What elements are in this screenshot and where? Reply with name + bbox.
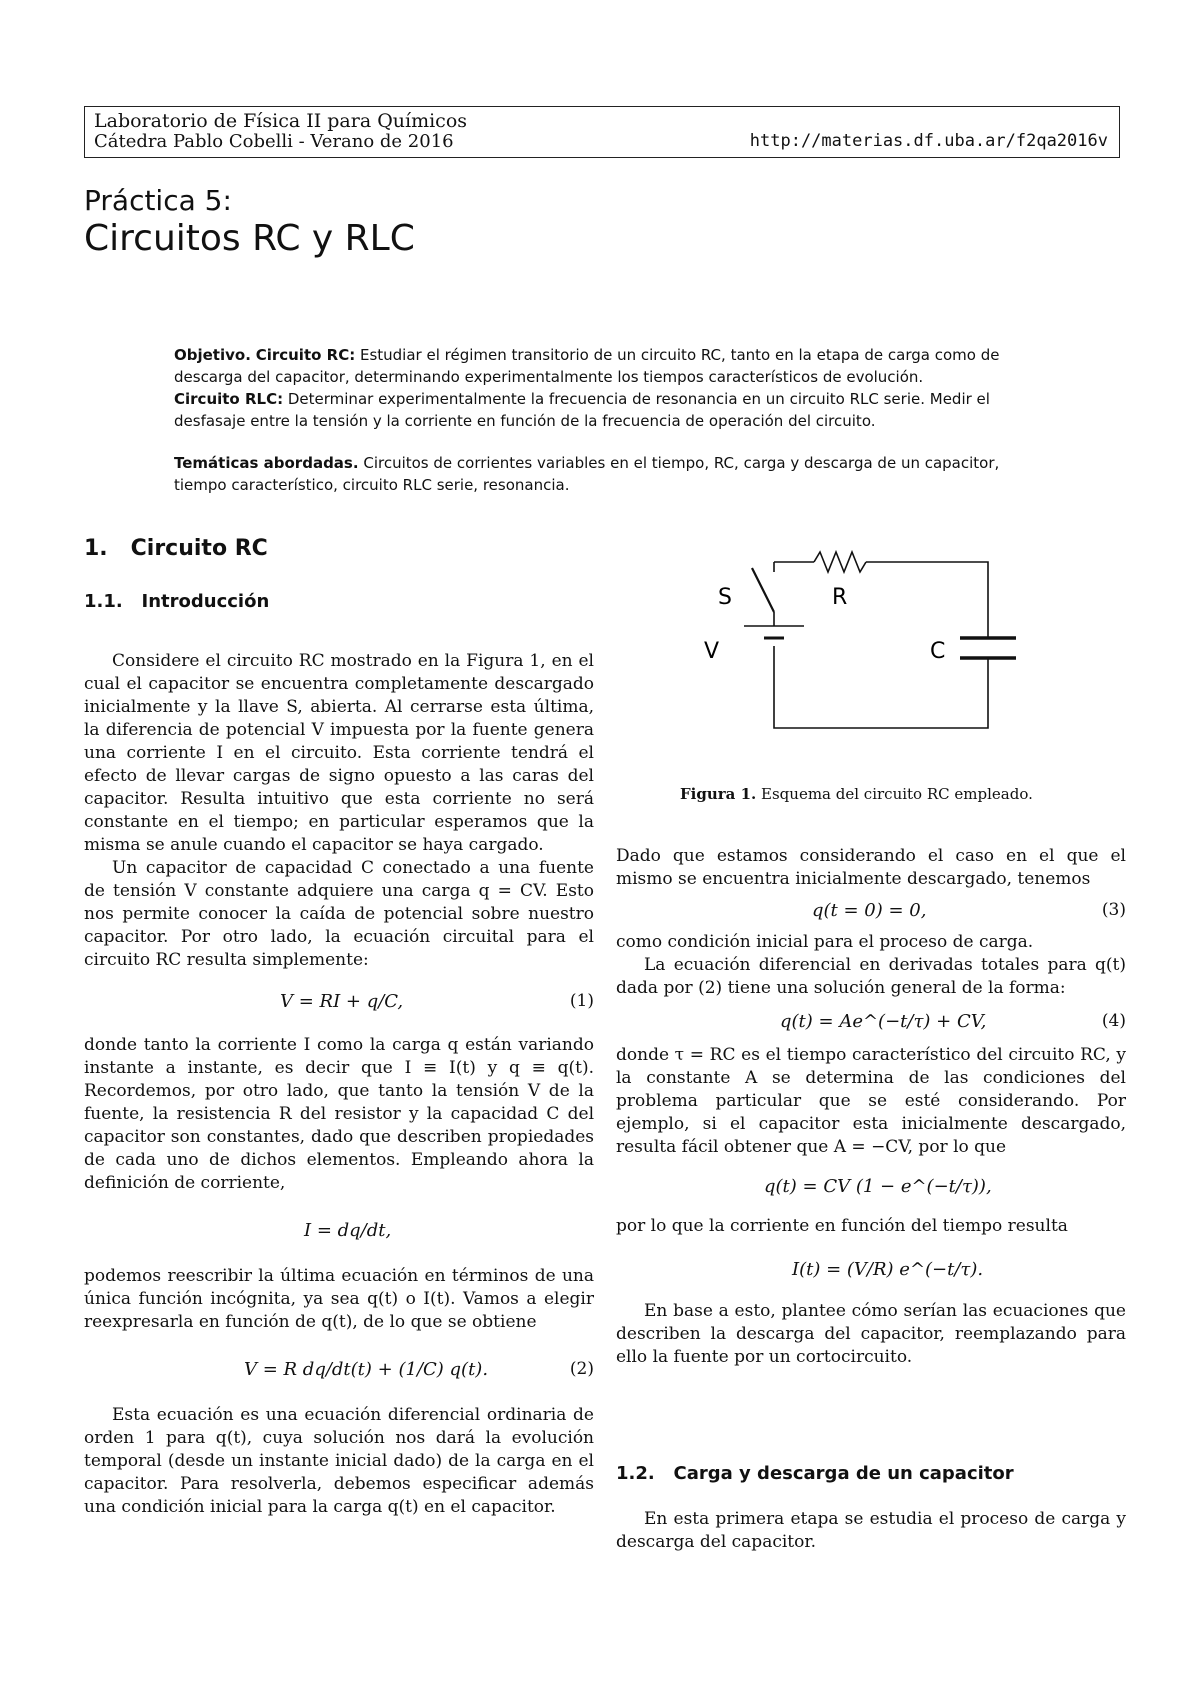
rlc-label: Circuito RLC:	[174, 390, 284, 408]
subsection-heading-1-1: 1.1. Introducción	[84, 591, 270, 612]
paragraph: por lo que la corriente en función del tiempo resulta	[616, 1216, 1068, 1236]
equation-block	[616, 1159, 1126, 1215]
wire	[866, 562, 988, 638]
paragraph: En esta primera etapa se estudia el proceso de carga y descarga del capacitor.	[616, 1509, 1126, 1552]
page-title: Circuitos RC y RLC	[84, 218, 415, 259]
paragraph: Considere el circuito RC mostrado en la Figura 1, en el cual el capacitor se encuentra completamente descargado inicialmente y la llave S, abierta. Al cerrarse esta última, la diferencia de potencial V impuesta por la fuente genera una corriente I en el circuito. Esta corriente tendrá el efecto de llevar cargas de signo opuesto a las caras del capacitor. Resulta intuitivo que esta corriente no será constante en el tiempo; en particular esperamos que la misma se anule cuando el capacitor se haya cargado.	[84, 651, 594, 855]
equation-3-number: (3)	[1101, 900, 1126, 920]
equation-block	[84, 1195, 594, 1265]
figure-caption-text: Esquema del circuito RC empleado.	[761, 785, 1033, 803]
paragraph: Un capacitor de capacidad C conectado a una fuente de tensión V constante adquiere una carga q = CV. Esto nos permite conocer la caída de potencial sobre nuestro capacitor. Por otro lado, la ecuación circuital para el circuito RC resulta simplemente:	[84, 858, 594, 970]
wire	[774, 646, 988, 728]
rc-objective: Estudiar el régimen transitorio de un circuito RC, tanto en la etapa de carga como de descarga del capacitor, determinando experimentalmente los tiempos característicos de evolución.	[174, 346, 1000, 386]
paragraph: Esta ecuación es una ecuación diferencial ordinaria de orden 1 para q(t), cuya solución nos dará la evolución temporal (desde un instante inicial dado) de la carga en el capacitor. Para resolverla, debemos especificar además una condición inicial para la carga q(t) en el capacitor.	[84, 1405, 594, 1517]
paragraph: donde τ = RC es el tiempo característico del circuito RC, y la constante A se determina de las condiciones del problema particular que se esté considerando. Por ejemplo, si el capacitor esta inicialmente descargado, resulta fácil obtener que A = −CV, por lo que	[616, 1045, 1126, 1157]
equation-4-number: (4)	[1101, 1011, 1126, 1031]
paragraph: como condición inicial para el proceso de carga.	[616, 932, 1034, 952]
abstract	[174, 344, 1040, 496]
topics-paragraph	[174, 452, 1040, 496]
right-column	[616, 845, 1126, 1369]
objective-label: Objetivo.	[174, 346, 251, 364]
equation-block	[84, 972, 594, 1034]
capacitor-label: C	[930, 639, 946, 664]
header-url[interactable]: http://materias.df.uba.ar/f2qa2016v	[749, 131, 1108, 151]
equation-3: q(t = 0) = 0,	[812, 900, 927, 921]
current-solution: I(t) = (V/R) e^(−t/τ).	[792, 1259, 984, 1280]
equation-block	[616, 1238, 1126, 1300]
objective-paragraph	[174, 344, 1040, 432]
figure-caption-label: Figura 1.	[680, 785, 757, 803]
equation-4: q(t) = Ae^(−t/τ) + CV,	[780, 1011, 987, 1032]
resistor-symbol	[814, 552, 866, 572]
equation-block	[616, 1000, 1126, 1044]
right-column-bottom	[616, 1508, 1126, 1554]
equation-1-number: (1)	[569, 991, 594, 1011]
rc-circuit-diagram	[690, 548, 1030, 738]
equation-block	[84, 1334, 594, 1404]
paragraph: La ecuación diferencial en derivadas totales para q(t) dada por (2) tiene una solución general de la forma:	[616, 955, 1126, 998]
practice-number: Práctica 5:	[84, 184, 232, 217]
section-heading-1: 1. Circuito RC	[84, 536, 268, 561]
topics-text: Circuitos de corrientes variables en el tiempo, RC, carga y descarga de un capacitor, tiempo característico, circuito RLC serie, resonancia.	[174, 454, 1000, 494]
figure-caption	[680, 785, 1033, 803]
switch-lever	[752, 568, 774, 612]
equation-1: V = RI + q/C,	[280, 991, 404, 1012]
paragraph: Dado que estamos considerando el caso en el que el mismo se encuentra inicialmente descargado, tenemos	[616, 846, 1126, 889]
subsection-heading-1-2: 1.2. Carga y descarga de un capacitor	[616, 1463, 1014, 1484]
header-course: Laboratorio de Física II para Químicos	[94, 110, 468, 132]
equation-block	[616, 891, 1126, 931]
equation-2: V = R dq/dt(t) + (1/C) q(t).	[244, 1359, 489, 1380]
rc-label: Circuito RC:	[255, 346, 356, 364]
paragraph: donde tanto la corriente I como la carga q están variando instante a instante, es decir que I ≡ I(t) y q ≡ q(t). Recordemos, por otro lado, que tanto la tensión V de la fuente, la resistencia R del resistor y la capacidad C del capacitor son constantes, dado que describen propiedades de cada uno de dichos elementos. Empleando ahora la definición de corriente,	[84, 1035, 594, 1193]
charge-solution: q(t) = CV (1 − e^(−t/τ)),	[764, 1176, 992, 1197]
rlc-objective: Determinar experimentalmente la frecuencia de resonancia en un circuito RLC serie. Medir el desfasaje entre la tensión y la corriente en función de la frecuencia de operación del circuito.	[174, 390, 990, 430]
topics-label: Temáticas abordadas.	[174, 454, 359, 472]
current-definition: I = dq/dt,	[304, 1220, 392, 1241]
source-label: V	[704, 639, 720, 664]
paragraph: podemos reescribir la última ecuación en términos de una única función incógnita, ya sea q(t) o I(t). Vamos a elegir reexpresarla en función de q(t), de lo que se obtiene	[84, 1266, 594, 1332]
equation-2-number: (2)	[569, 1359, 594, 1379]
paragraph: En base a esto, plantee cómo serían las ecuaciones que describen la descarga del capacitor, reemplazando para ello la fuente por un cortocircuito.	[616, 1301, 1126, 1367]
switch-label: S	[718, 585, 732, 610]
left-column	[84, 650, 594, 1519]
resistor-label: R	[832, 585, 848, 610]
header-chair: Cátedra Pablo Cobelli - Verano de 2016	[94, 131, 454, 152]
